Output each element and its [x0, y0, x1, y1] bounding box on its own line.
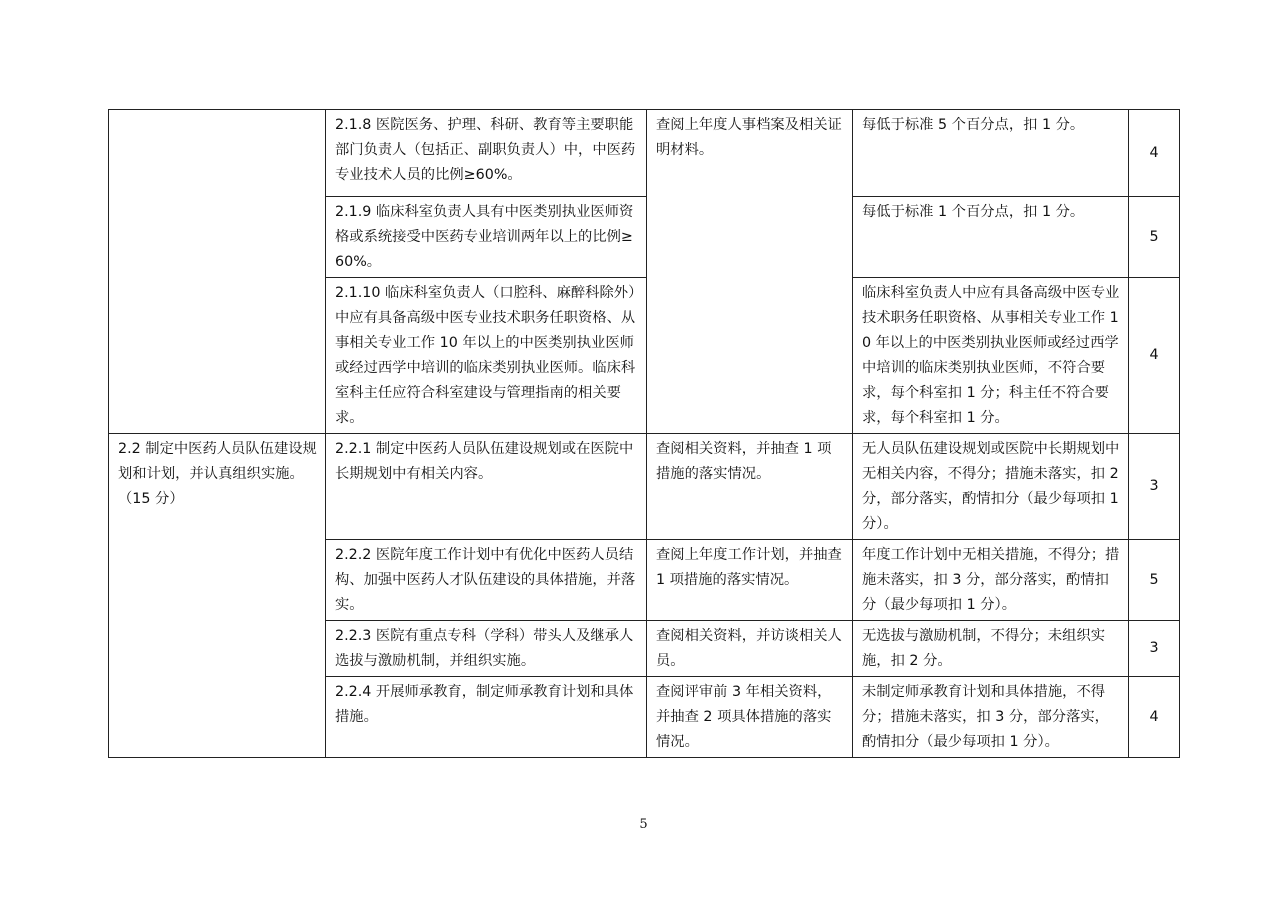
criteria-cell: 每低于标准 5 个百分点，扣 1 分。 — [853, 110, 1129, 197]
criteria-cell: 未制定师承教育计划和具体措施，不得分；措施未落实，扣 3 分，部分落实，酌情扣分（最少每项扣 1 分）。 — [853, 677, 1129, 758]
item-cell: 2.1.9 临床科室负责人具有中医类别执业医师资格或系统接受中医药专业培训两年以上的比例≥60%。 — [326, 197, 647, 278]
assessment-table — [108, 109, 1180, 758]
score-cell: 5 — [1129, 540, 1180, 621]
criteria-cell: 年度工作计划中无相关措施，不得分；措施未落实，扣 3 分，部分落实，酌情扣分（最少每项扣 1 分）。 — [853, 540, 1129, 621]
criteria-cell: 无选拔与激励机制，不得分；未组织实施，扣 2 分。 — [853, 621, 1129, 677]
method-cell: 查阅相关资料，并抽查 1 项措施的落实情况。 — [647, 434, 853, 540]
table-row — [109, 434, 1180, 540]
score-cell: 3 — [1129, 621, 1180, 677]
score-cell: 4 — [1129, 278, 1180, 434]
method-cell: 查阅上年度工作计划，并抽查 1 项措施的落实情况。 — [647, 540, 853, 621]
criteria-cell: 每低于标准 1 个百分点，扣 1 分。 — [853, 197, 1129, 278]
score-cell: 4 — [1129, 110, 1180, 197]
criteria-cell: 临床科室负责人中应有具备高级中医专业技术职务任职资格、从事相关专业工作 10 年以上的中医类别执业医师或经过西学中培训的临床类别执业医师，不符合要求，每个科室扣 1 分；科主任不符合要求，每个科室扣 1 分。 — [853, 278, 1129, 434]
method-cell: 查阅相关资料，并访谈相关人员。 — [647, 621, 853, 677]
score-cell: 3 — [1129, 434, 1180, 540]
category-cell: 2.2 制定中医药人员队伍建设规划和计划，并认真组织实施。（15 分） — [109, 434, 326, 758]
category-cell — [109, 110, 326, 434]
item-cell: 2.1.10 临床科室负责人（口腔科、麻醉科除外）中应有具备高级中医专业技术职务任职资格、从事相关专业工作 10 年以上的中医类别执业医师或经过西学中培训的临床类别执业医师。临床科室科主任应符合科室建设与管理指南的相关要求。 — [326, 278, 647, 434]
score-cell: 5 — [1129, 197, 1180, 278]
method-cell: 查阅评审前 3 年相关资料，并抽查 2 项具体措施的落实情况。 — [647, 677, 853, 758]
table-row — [109, 110, 1180, 197]
score-cell: 4 — [1129, 677, 1180, 758]
item-cell: 2.2.3 医院有重点专科（学科）带头人及继承人选拔与激励机制，并组织实施。 — [326, 621, 647, 677]
method-cell: 查阅上年度人事档案及相关证明材料。 — [647, 110, 853, 434]
item-cell: 2.2.4 开展师承教育，制定师承教育计划和具体措施。 — [326, 677, 647, 758]
item-cell: 2.2.2 医院年度工作计划中有优化中医药人员结构、加强中医药人才队伍建设的具体措施，并落实。 — [326, 540, 647, 621]
page-number: 5 — [639, 817, 648, 832]
item-cell: 2.2.1 制定中医药人员队伍建设规划或在医院中长期规划中有相关内容。 — [326, 434, 647, 540]
item-cell: 2.1.8 医院医务、护理、科研、教育等主要职能部门负责人（包括正、副职负责人）中，中医药专业技术人员的比例≥60%。 — [326, 110, 647, 197]
criteria-cell: 无人员队伍建设规划或医院中长期规划中无相关内容，不得分；措施未落实，扣 2 分，部分落实，酌情扣分（最少每项扣 1 分）。 — [853, 434, 1129, 540]
